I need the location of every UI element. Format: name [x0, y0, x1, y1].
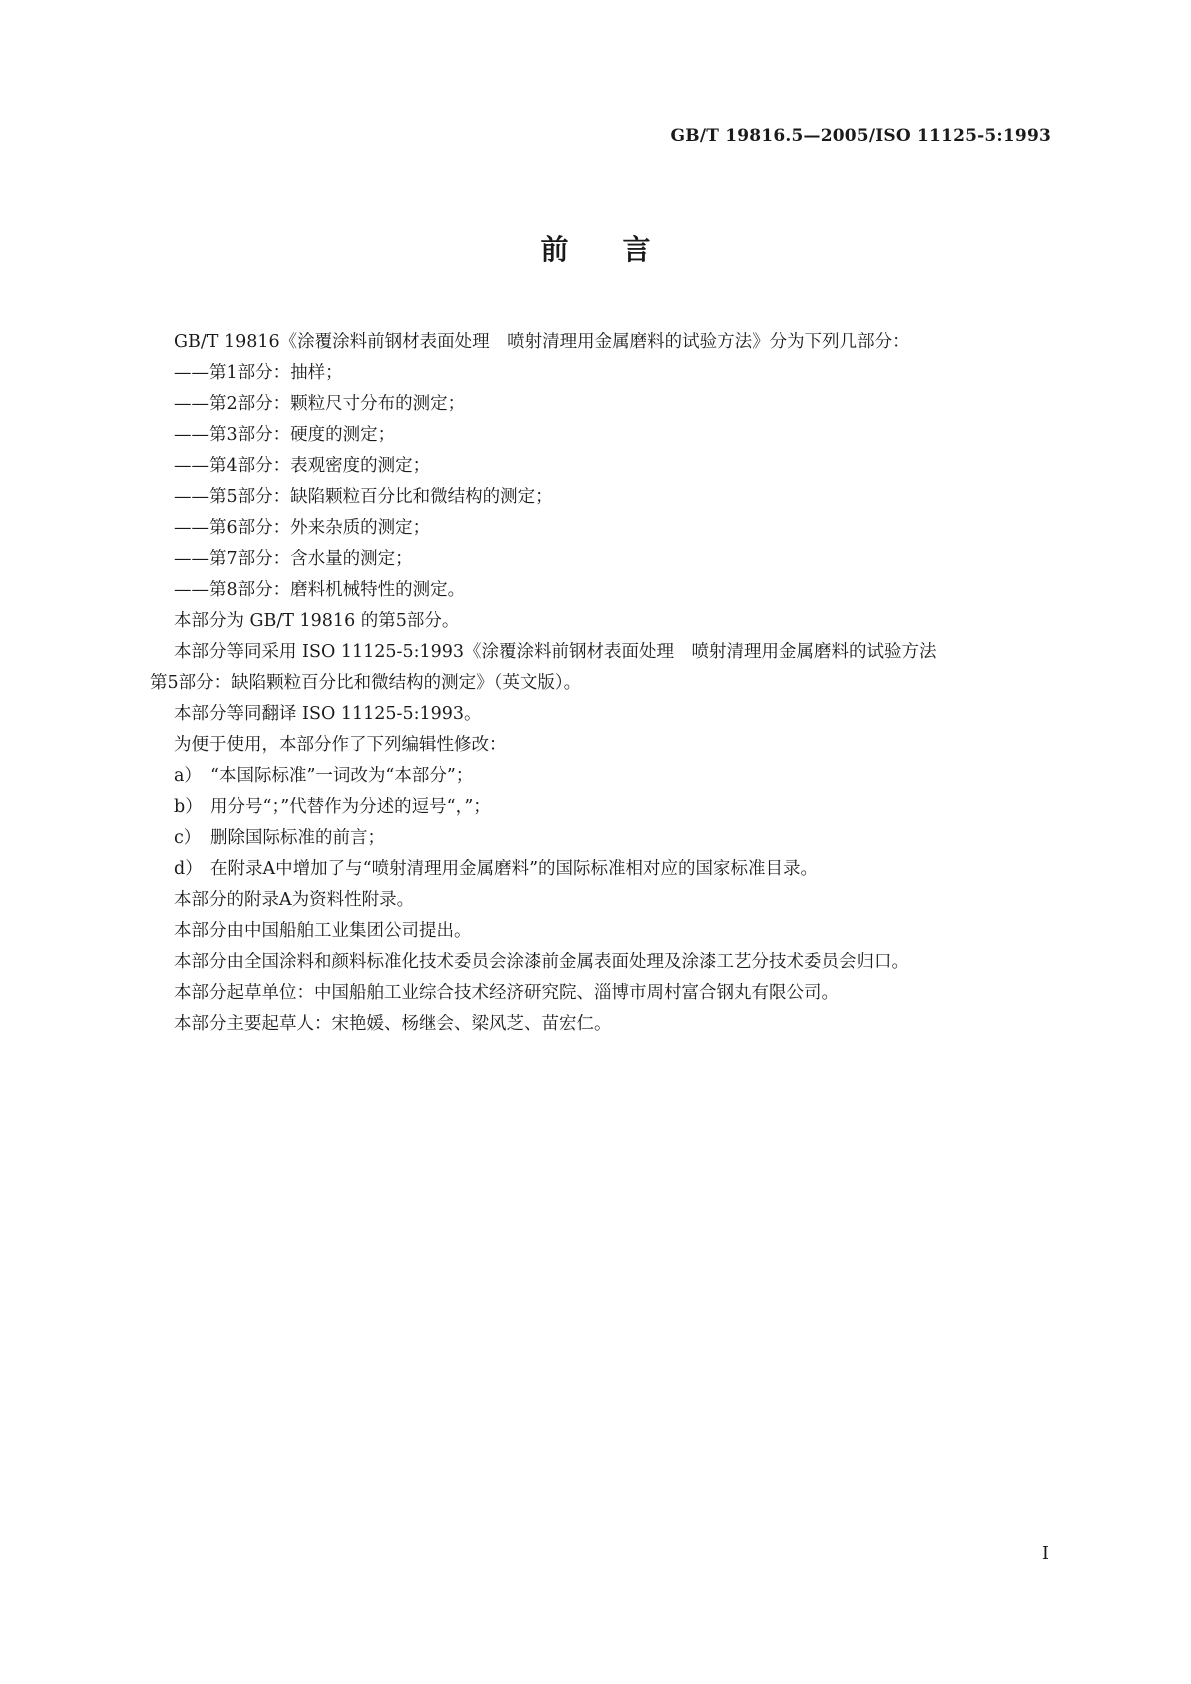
list-item: ——第2部分：颗粒尺寸分布的测定； — [174, 394, 466, 414]
adoption-statement-line2: 第5部分：缺陷颗粒百分比和微结构的测定》（英文版）。 — [150, 673, 582, 693]
drafting-units-statement: 本部分起草单位：中国船舶工业综合技术经济研究院、淄博市周村富合钢丸有限公司。 — [174, 983, 839, 1003]
edit-text: 用分号“；”代替作为分述的逗号“，”； — [210, 797, 491, 817]
translation-statement: 本部分等同翻译 ISO 11125-5:1993。 — [174, 704, 482, 724]
edit-marker: b） — [174, 797, 203, 817]
edit-marker: c） — [174, 828, 202, 848]
page-number: I — [1041, 1543, 1049, 1564]
edit-text: 在附录A中增加了与“喷射清理用金属磨料”的国际标准相对应的国家标准目录。 — [210, 859, 819, 879]
list-item: ——第5部分：缺陷颗粒百分比和微结构的测定； — [174, 487, 553, 507]
list-item: ——第1部分：抽样； — [174, 363, 343, 383]
proposer-statement: 本部分由中国船舶工业集团公司提出。 — [174, 921, 472, 941]
standard-number: GB/T 19816.5—2005/ISO 11125-5:1993 — [670, 126, 1051, 146]
edit-marker: d） — [174, 859, 203, 879]
centralized-statement: 本部分由全国涂料和颜料标准化技术委员会涂漆前金属表面处理及涂漆工艺分技术委员会归口。 — [174, 952, 909, 972]
edit-text: 删除国际标准的前言； — [210, 828, 385, 848]
list-item: ——第7部分：含水量的测定； — [174, 549, 413, 569]
edit-item — [150, 792, 1055, 823]
list-item: ——第3部分：硬度的测定； — [174, 425, 396, 445]
foreword-body — [150, 327, 1055, 1040]
edit-text: “本国际标准”一词改为“本部分”； — [210, 766, 474, 786]
edit-item — [150, 854, 1055, 885]
annex-statement: 本部分的附录A为资料性附录。 — [174, 890, 415, 910]
list-item: ——第6部分：外来杂质的测定； — [174, 518, 431, 538]
page-title: 前言 — [540, 233, 705, 266]
edits-intro: 为便于使用，本部分作了下列编辑性修改： — [174, 735, 507, 755]
intro-paragraph: GB/T 19816《涂覆涂料前钢材表面处理 喷射清理用金属磨料的试验方法》分为下列几部分： — [174, 332, 910, 352]
edit-marker: a） — [174, 766, 202, 786]
edit-item — [150, 761, 1055, 792]
list-item: ——第4部分：表观密度的测定； — [174, 456, 431, 476]
part-statement: 本部分为 GB/T 19816 的第5部分。 — [174, 611, 460, 631]
edit-item — [150, 823, 1055, 854]
adoption-statement-line1: 本部分等同采用 ISO 11125-5:1993《涂覆涂料前钢材表面处理 喷射清理用金属磨料的试验方法 — [174, 642, 937, 662]
drafters-statement: 本部分主要起草人：宋艳媛、杨继会、梁风芝、苗宏仁。 — [174, 1014, 612, 1034]
list-item: ——第8部分：磨料机械特性的测定。 — [174, 580, 466, 600]
